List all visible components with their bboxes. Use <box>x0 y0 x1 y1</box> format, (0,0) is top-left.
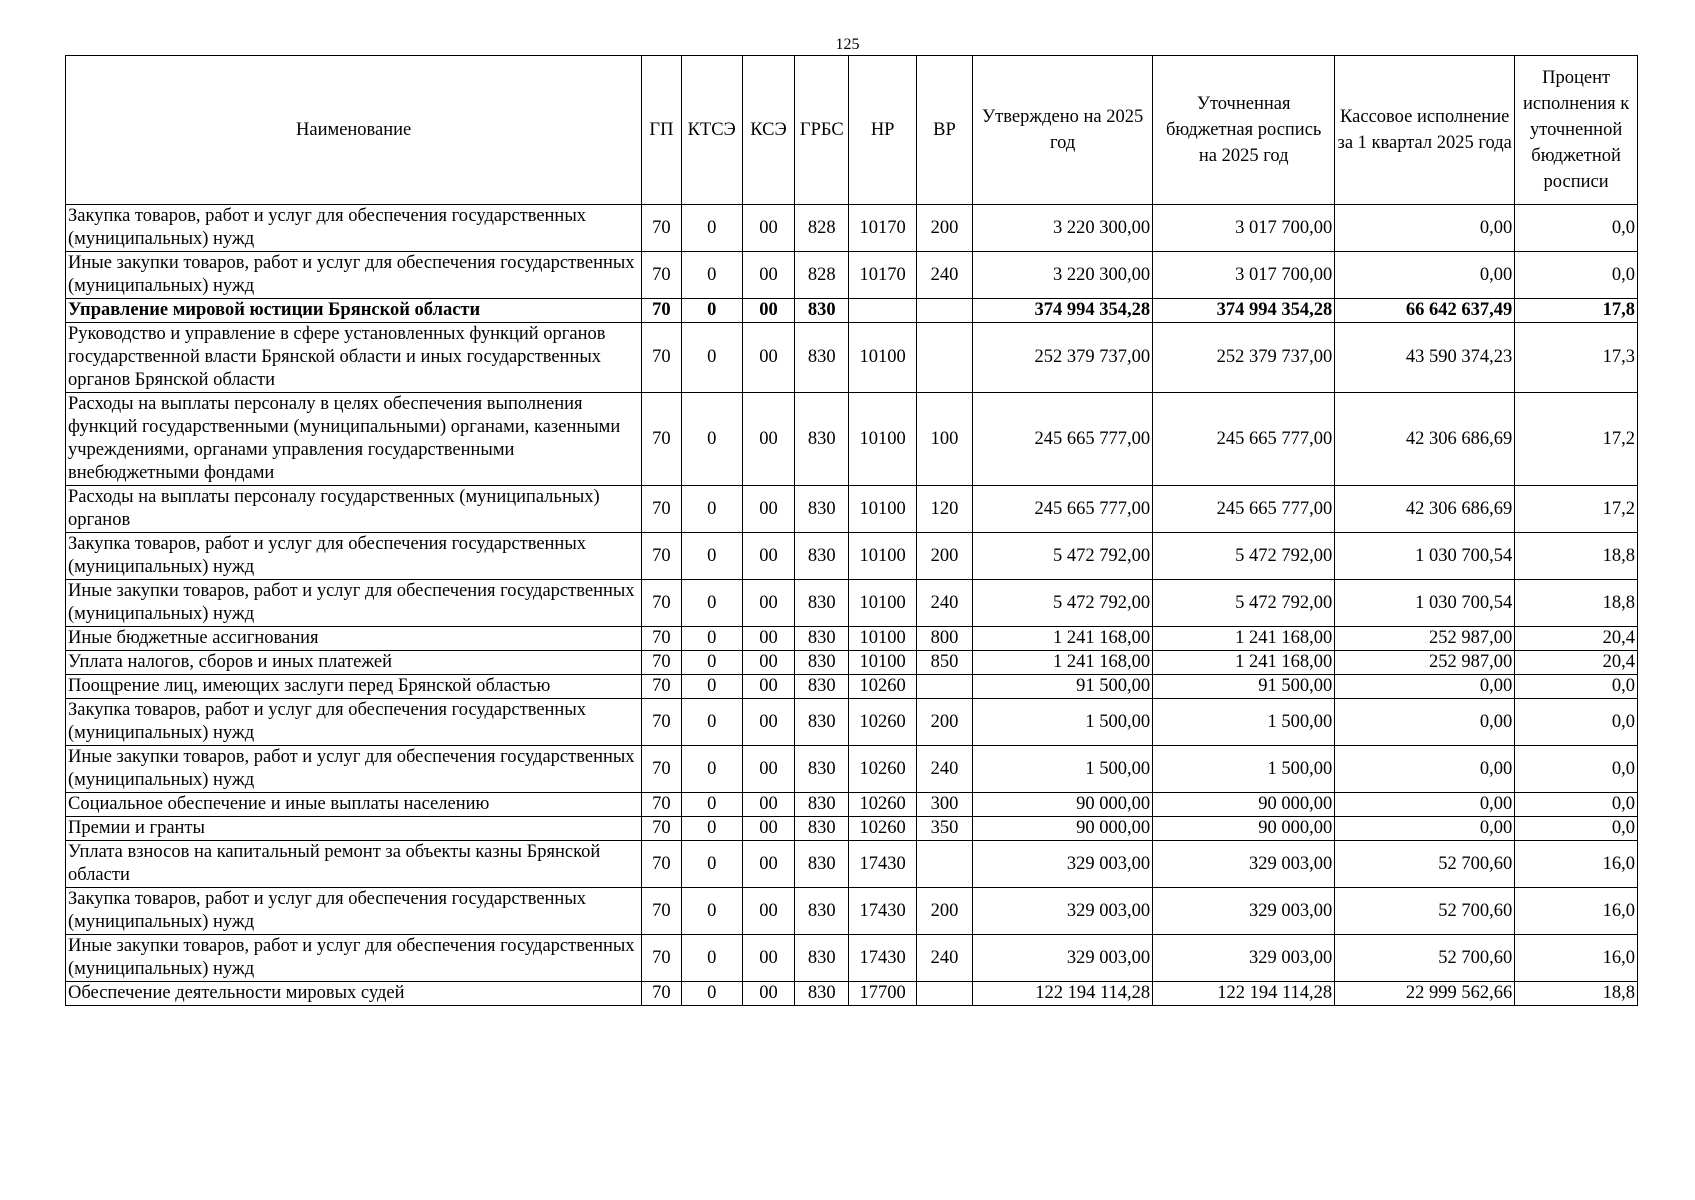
row-approved: 374 994 354,28 <box>973 299 1153 323</box>
table-row <box>66 323 1638 393</box>
row-grbs: 830 <box>795 817 849 841</box>
row-grbs: 830 <box>795 299 849 323</box>
row-kse: 00 <box>742 299 794 323</box>
row-vr: 800 <box>916 627 972 651</box>
row-refined: 252 379 737,00 <box>1153 323 1335 393</box>
row-name: Руководство и управление в сфере установленных функций органов государственной власти Брянской области и иных государственных органов Брянской области <box>66 323 642 393</box>
row-np: 10260 <box>849 793 916 817</box>
row-approved: 245 665 777,00 <box>973 393 1153 486</box>
row-kse: 00 <box>742 323 794 393</box>
row-name: Управление мировой юстиции Брянской области <box>66 299 642 323</box>
header-name: Наименование <box>66 56 642 205</box>
row-approved: 1 500,00 <box>973 699 1153 746</box>
row-ktse: 0 <box>681 323 742 393</box>
row-cash: 0,00 <box>1335 793 1515 817</box>
table-row <box>66 888 1638 935</box>
row-vr <box>916 299 972 323</box>
row-refined: 329 003,00 <box>1153 841 1335 888</box>
row-grbs: 830 <box>795 580 849 627</box>
row-refined: 245 665 777,00 <box>1153 393 1335 486</box>
row-cash: 22 999 562,66 <box>1335 982 1515 1006</box>
table-body <box>66 205 1638 1006</box>
row-cash: 0,00 <box>1335 252 1515 299</box>
row-cash: 252 987,00 <box>1335 627 1515 651</box>
row-name: Поощрение лиц, имеющих заслуги перед Брянской областью <box>66 675 642 699</box>
row-percent: 0,0 <box>1515 817 1638 841</box>
row-vr: 240 <box>916 746 972 793</box>
row-name: Закупка товаров, работ и услуг для обеспечения государственных (муниципальных) нужд <box>66 888 642 935</box>
row-cash: 66 642 637,49 <box>1335 299 1515 323</box>
row-name: Уплата налогов, сборов и иных платежей <box>66 651 642 675</box>
row-gp: 70 <box>642 580 681 627</box>
row-vr: 300 <box>916 793 972 817</box>
row-np: 10100 <box>849 627 916 651</box>
row-percent: 0,0 <box>1515 699 1638 746</box>
row-percent: 17,3 <box>1515 323 1638 393</box>
row-approved: 1 500,00 <box>973 746 1153 793</box>
table-row <box>66 580 1638 627</box>
row-ktse: 0 <box>681 486 742 533</box>
row-name: Премии и гранты <box>66 817 642 841</box>
row-name: Закупка товаров, работ и услуг для обеспечения государственных (муниципальных) нужд <box>66 533 642 580</box>
row-grbs: 830 <box>795 533 849 580</box>
row-refined: 91 500,00 <box>1153 675 1335 699</box>
row-refined: 90 000,00 <box>1153 817 1335 841</box>
row-vr <box>916 841 972 888</box>
row-name: Социальное обеспечение и иные выплаты населению <box>66 793 642 817</box>
header-row <box>66 56 1638 205</box>
row-percent: 0,0 <box>1515 793 1638 817</box>
row-refined: 245 665 777,00 <box>1153 486 1335 533</box>
row-np: 17430 <box>849 935 916 982</box>
row-kse: 00 <box>742 393 794 486</box>
row-ktse: 0 <box>681 580 742 627</box>
row-percent: 16,0 <box>1515 935 1638 982</box>
row-percent: 16,0 <box>1515 841 1638 888</box>
row-cash: 42 306 686,69 <box>1335 486 1515 533</box>
row-name: Расходы на выплаты персоналу в целях обеспечения выполнения функций государственными (муниципальными) органами, казенными учреждениями, органами управления государственными внебюджетными фондами <box>66 393 642 486</box>
row-percent: 17,8 <box>1515 299 1638 323</box>
row-percent: 18,8 <box>1515 982 1638 1006</box>
header-refined: Уточненная бюджетная роспись на 2025 год <box>1153 56 1335 205</box>
row-approved: 1 241 168,00 <box>973 627 1153 651</box>
table-row <box>66 746 1638 793</box>
row-approved: 329 003,00 <box>973 841 1153 888</box>
header-ktse: КТСЭ <box>681 56 742 205</box>
row-kse: 00 <box>742 580 794 627</box>
row-cash: 1 030 700,54 <box>1335 580 1515 627</box>
row-percent: 20,4 <box>1515 651 1638 675</box>
row-approved: 5 472 792,00 <box>973 580 1153 627</box>
row-cash: 42 306 686,69 <box>1335 393 1515 486</box>
table-row <box>66 935 1638 982</box>
row-kse: 00 <box>742 793 794 817</box>
table-row <box>66 486 1638 533</box>
row-ktse: 0 <box>681 299 742 323</box>
row-vr: 850 <box>916 651 972 675</box>
row-vr: 200 <box>916 533 972 580</box>
row-cash: 0,00 <box>1335 746 1515 793</box>
row-approved: 3 220 300,00 <box>973 205 1153 252</box>
row-ktse: 0 <box>681 627 742 651</box>
row-percent: 18,8 <box>1515 533 1638 580</box>
row-ktse: 0 <box>681 982 742 1006</box>
row-np: 10100 <box>849 486 916 533</box>
row-np: 10100 <box>849 651 916 675</box>
row-percent: 20,4 <box>1515 627 1638 651</box>
row-grbs: 830 <box>795 699 849 746</box>
header-gp: ГП <box>642 56 681 205</box>
row-name: Закупка товаров, работ и услуг для обеспечения государственных (муниципальных) нужд <box>66 205 642 252</box>
row-approved: 329 003,00 <box>973 888 1153 935</box>
row-refined: 329 003,00 <box>1153 888 1335 935</box>
row-gp: 70 <box>642 651 681 675</box>
table-row <box>66 651 1638 675</box>
row-kse: 00 <box>742 935 794 982</box>
row-np: 10100 <box>849 580 916 627</box>
row-refined: 122 194 114,28 <box>1153 982 1335 1006</box>
row-kse: 00 <box>742 627 794 651</box>
row-name: Иные закупки товаров, работ и услуг для обеспечения государственных (муниципальных) нужд <box>66 746 642 793</box>
row-ktse: 0 <box>681 841 742 888</box>
row-gp: 70 <box>642 982 681 1006</box>
row-gp: 70 <box>642 323 681 393</box>
header-kse: КСЭ <box>742 56 794 205</box>
row-cash: 1 030 700,54 <box>1335 533 1515 580</box>
row-ktse: 0 <box>681 651 742 675</box>
row-name: Расходы на выплаты персоналу государственных (муниципальных) органов <box>66 486 642 533</box>
row-refined: 1 500,00 <box>1153 746 1335 793</box>
row-vr <box>916 323 972 393</box>
row-refined: 329 003,00 <box>1153 935 1335 982</box>
row-np: 10170 <box>849 252 916 299</box>
row-gp: 70 <box>642 486 681 533</box>
row-np: 10260 <box>849 699 916 746</box>
row-grbs: 830 <box>795 393 849 486</box>
table-row <box>66 393 1638 486</box>
row-cash: 52 700,60 <box>1335 888 1515 935</box>
row-cash: 52 700,60 <box>1335 935 1515 982</box>
row-np: 10170 <box>849 205 916 252</box>
row-vr: 350 <box>916 817 972 841</box>
row-ktse: 0 <box>681 793 742 817</box>
row-name: Уплата взносов на капитальный ремонт за объекты казны Брянской области <box>66 841 642 888</box>
row-gp: 70 <box>642 299 681 323</box>
row-ktse: 0 <box>681 393 742 486</box>
row-approved: 90 000,00 <box>973 793 1153 817</box>
row-grbs: 830 <box>795 486 849 533</box>
table-row <box>66 699 1638 746</box>
row-kse: 00 <box>742 888 794 935</box>
row-ktse: 0 <box>681 252 742 299</box>
row-cash: 0,00 <box>1335 699 1515 746</box>
row-ktse: 0 <box>681 699 742 746</box>
row-vr: 240 <box>916 935 972 982</box>
row-refined: 5 472 792,00 <box>1153 533 1335 580</box>
row-refined: 3 017 700,00 <box>1153 252 1335 299</box>
row-ktse: 0 <box>681 675 742 699</box>
row-approved: 1 241 168,00 <box>973 651 1153 675</box>
row-vr: 200 <box>916 205 972 252</box>
row-gp: 70 <box>642 793 681 817</box>
table-row <box>66 675 1638 699</box>
row-gp: 70 <box>642 888 681 935</box>
row-np: 17700 <box>849 982 916 1006</box>
table-row <box>66 205 1638 252</box>
row-kse: 00 <box>742 982 794 1006</box>
row-approved: 3 220 300,00 <box>973 252 1153 299</box>
row-grbs: 830 <box>795 982 849 1006</box>
table-row <box>66 299 1638 323</box>
row-grbs: 830 <box>795 651 849 675</box>
row-np: 10260 <box>849 675 916 699</box>
row-refined: 3 017 700,00 <box>1153 205 1335 252</box>
row-ktse: 0 <box>681 817 742 841</box>
row-np: 10100 <box>849 533 916 580</box>
header-vr: ВР <box>916 56 972 205</box>
row-ktse: 0 <box>681 935 742 982</box>
row-name: Закупка товаров, работ и услуг для обеспечения государственных (муниципальных) нужд <box>66 699 642 746</box>
row-refined: 1 241 168,00 <box>1153 627 1335 651</box>
row-np: 10100 <box>849 393 916 486</box>
row-percent: 16,0 <box>1515 888 1638 935</box>
row-kse: 00 <box>742 675 794 699</box>
row-vr: 100 <box>916 393 972 486</box>
row-grbs: 828 <box>795 252 849 299</box>
row-gp: 70 <box>642 935 681 982</box>
table-row <box>66 982 1638 1006</box>
row-vr: 240 <box>916 252 972 299</box>
row-vr: 200 <box>916 888 972 935</box>
row-grbs: 830 <box>795 675 849 699</box>
row-refined: 374 994 354,28 <box>1153 299 1335 323</box>
row-name: Иные закупки товаров, работ и услуг для обеспечения государственных (муниципальных) нужд <box>66 252 642 299</box>
table-row <box>66 627 1638 651</box>
row-name: Иные закупки товаров, работ и услуг для обеспечения государственных (муниципальных) нужд <box>66 935 642 982</box>
header-approved: Утверждено на 2025 год <box>973 56 1153 205</box>
row-cash: 252 987,00 <box>1335 651 1515 675</box>
row-approved: 329 003,00 <box>973 935 1153 982</box>
row-percent: 17,2 <box>1515 393 1638 486</box>
header-grbs: ГРБС <box>795 56 849 205</box>
row-gp: 70 <box>642 205 681 252</box>
row-name: Иные бюджетные ассигнования <box>66 627 642 651</box>
row-gp: 70 <box>642 699 681 746</box>
row-refined: 5 472 792,00 <box>1153 580 1335 627</box>
row-kse: 00 <box>742 746 794 793</box>
row-approved: 91 500,00 <box>973 675 1153 699</box>
row-np <box>849 299 916 323</box>
row-ktse: 0 <box>681 205 742 252</box>
row-kse: 00 <box>742 817 794 841</box>
row-percent: 18,8 <box>1515 580 1638 627</box>
row-grbs: 830 <box>795 935 849 982</box>
row-gp: 70 <box>642 675 681 699</box>
row-vr: 240 <box>916 580 972 627</box>
row-grbs: 830 <box>795 841 849 888</box>
row-np: 10260 <box>849 817 916 841</box>
row-percent: 0,0 <box>1515 746 1638 793</box>
row-np: 17430 <box>849 841 916 888</box>
row-approved: 122 194 114,28 <box>973 982 1153 1006</box>
row-gp: 70 <box>642 817 681 841</box>
row-grbs: 830 <box>795 888 849 935</box>
row-kse: 00 <box>742 699 794 746</box>
header-cash: Кассовое исполнение за 1 квартал 2025 года <box>1335 56 1515 205</box>
row-percent: 17,2 <box>1515 486 1638 533</box>
row-percent: 0,0 <box>1515 252 1638 299</box>
row-kse: 00 <box>742 651 794 675</box>
row-approved: 245 665 777,00 <box>973 486 1153 533</box>
row-vr <box>916 675 972 699</box>
row-grbs: 830 <box>795 746 849 793</box>
row-vr: 120 <box>916 486 972 533</box>
row-grbs: 830 <box>795 627 849 651</box>
header-np: НР <box>849 56 916 205</box>
row-cash: 43 590 374,23 <box>1335 323 1515 393</box>
row-kse: 00 <box>742 841 794 888</box>
table-row <box>66 252 1638 299</box>
row-ktse: 0 <box>681 533 742 580</box>
row-kse: 00 <box>742 486 794 533</box>
row-refined: 1 500,00 <box>1153 699 1335 746</box>
table-row <box>66 533 1638 580</box>
row-refined: 90 000,00 <box>1153 793 1335 817</box>
row-np: 10260 <box>849 746 916 793</box>
table-row <box>66 817 1638 841</box>
row-cash: 0,00 <box>1335 675 1515 699</box>
row-gp: 70 <box>642 393 681 486</box>
row-gp: 70 <box>642 746 681 793</box>
row-approved: 5 472 792,00 <box>973 533 1153 580</box>
row-kse: 00 <box>742 205 794 252</box>
row-cash: 52 700,60 <box>1335 841 1515 888</box>
table-row <box>66 793 1638 817</box>
row-ktse: 0 <box>681 888 742 935</box>
row-approved: 90 000,00 <box>973 817 1153 841</box>
row-grbs: 830 <box>795 793 849 817</box>
budget-table <box>65 55 1638 1006</box>
row-percent: 0,0 <box>1515 675 1638 699</box>
row-gp: 70 <box>642 533 681 580</box>
row-name: Обеспечение деятельности мировых судей <box>66 982 642 1006</box>
row-np: 10100 <box>849 323 916 393</box>
row-name: Иные закупки товаров, работ и услуг для обеспечения государственных (муниципальных) нужд <box>66 580 642 627</box>
row-refined: 1 241 168,00 <box>1153 651 1335 675</box>
row-grbs: 828 <box>795 205 849 252</box>
row-gp: 70 <box>642 627 681 651</box>
table-row <box>66 841 1638 888</box>
header-percent: Процент исполнения к уточненной бюджетной росписи <box>1515 56 1638 205</box>
row-percent: 0,0 <box>1515 205 1638 252</box>
row-vr <box>916 982 972 1006</box>
row-cash: 0,00 <box>1335 205 1515 252</box>
row-cash: 0,00 <box>1335 817 1515 841</box>
row-np: 17430 <box>849 888 916 935</box>
row-gp: 70 <box>642 841 681 888</box>
row-kse: 00 <box>742 533 794 580</box>
row-kse: 00 <box>742 252 794 299</box>
row-grbs: 830 <box>795 323 849 393</box>
row-vr: 200 <box>916 699 972 746</box>
row-approved: 252 379 737,00 <box>973 323 1153 393</box>
row-gp: 70 <box>642 252 681 299</box>
page-number: 125 <box>835 36 860 53</box>
row-ktse: 0 <box>681 746 742 793</box>
